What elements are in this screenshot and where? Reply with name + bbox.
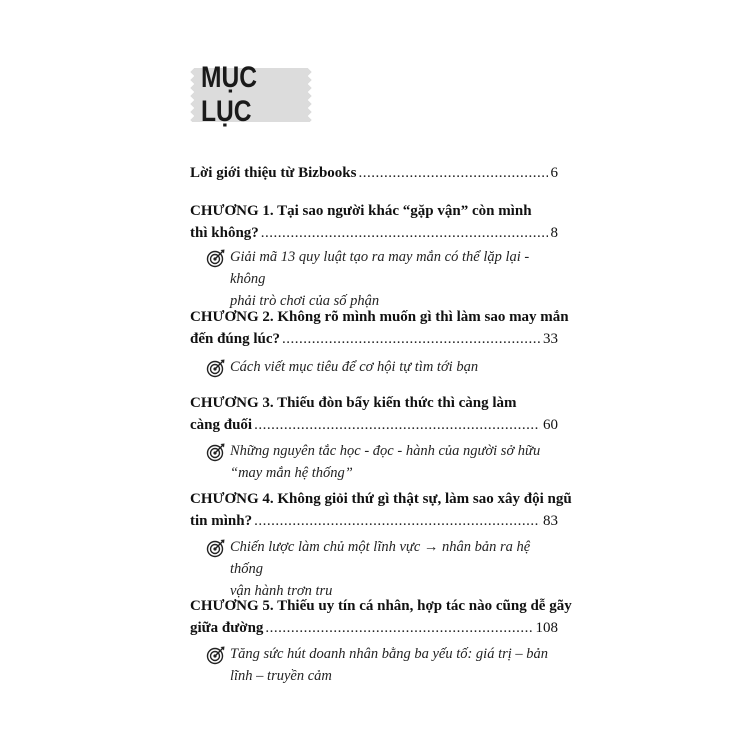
toc-entry-title-cont: tin mình? (190, 513, 253, 529)
target-arrow-icon (206, 538, 226, 558)
target-arrow-icon (206, 248, 226, 268)
page-number: 33 (543, 331, 558, 347)
page-number: 108 (535, 620, 558, 636)
page-title: MỤC LỤC (200, 61, 258, 128)
toc-line (190, 510, 558, 532)
subtitle-line: lĩnh – truyền cảm (230, 668, 332, 684)
toc-line (190, 617, 558, 639)
subtitle-line: Cách viết mục tiêu để cơ hội tự tìm tới bạn (230, 359, 479, 375)
subtitle-line: phải trò chơi của số phận (230, 293, 380, 309)
toc-entry-title: CHƯƠNG 1. Tại sao người khác “gặp vận” còn mình (190, 203, 532, 219)
target-arrow-icon (206, 358, 226, 378)
toc-entry-title: CHƯƠNG 4. Không giỏi thứ gì thật sự, làm sao xây đội ngũ (190, 491, 572, 507)
toc-entry-title: Lời giới thiệu từ Bizbooks (190, 165, 357, 181)
toc-entry-intro[interactable] (190, 162, 558, 184)
target-arrow-icon (206, 645, 226, 665)
toc-entry-title-cont: thì không? (190, 225, 259, 241)
chapter-subtitle (206, 536, 558, 602)
toc-entry-chapter-2[interactable] (190, 306, 569, 378)
toc-line (190, 328, 558, 350)
chapter-subtitle (206, 246, 558, 312)
page-number: 8 (550, 225, 558, 241)
dot-leader (282, 328, 540, 350)
subtitle-line: Giải mã 13 quy luật tạo ra may mắn có thể lặp lại - không (230, 249, 530, 287)
subtitle-line: Tăng sức hút doanh nhân bằng ba yếu tố: giá trị – bản (230, 646, 549, 662)
toc-entry-title-cont: đến đúng lúc? (190, 331, 281, 347)
toc-entry-chapter-1[interactable] (190, 200, 558, 312)
toc-entry-title: CHƯƠNG 5. Thiếu uy tín cá nhân, hợp tác nào cũng dễ gãy (190, 598, 572, 614)
title-banner (190, 61, 312, 128)
toc-entry-title-cont: giữa đường (190, 620, 264, 636)
toc-entry-chapter-3[interactable] (190, 392, 558, 484)
subtitle-line: vận hành trơn tru (230, 583, 333, 599)
toc-entry-chapter-5[interactable] (190, 595, 572, 687)
toc-line (190, 162, 558, 184)
page-number: 83 (543, 513, 558, 529)
toc-entry-title-cont: càng đuối (190, 417, 253, 433)
page-number: 6 (550, 165, 558, 181)
chapter-subtitle (206, 356, 558, 378)
dot-leader (261, 222, 548, 244)
dot-leader (358, 162, 547, 184)
subtitle-line: “may mắn hệ thống” (230, 465, 353, 481)
chapter-subtitle (206, 643, 558, 687)
subtitle-line: Những nguyên tắc học - đọc - hành của người sở hữu (230, 443, 541, 459)
toc-line (190, 222, 558, 244)
chapter-subtitle (206, 440, 558, 484)
dot-leader (254, 414, 540, 436)
toc-line (190, 414, 558, 436)
subtitle-line: Chiến lược làm chủ một lĩnh vực → nhân bản ra hệ thống (230, 539, 531, 577)
dot-leader (265, 617, 532, 639)
toc-entry-chapter-4[interactable] (190, 488, 572, 602)
page-number: 60 (543, 417, 558, 433)
toc-entry-title: CHƯƠNG 2. Không rõ mình muốn gì thì làm sao may mắn (190, 309, 569, 325)
target-arrow-icon (206, 442, 226, 462)
toc-entry-title: CHƯƠNG 3. Thiếu đòn bẩy kiến thức thì càng làm (190, 395, 517, 411)
dot-leader (254, 510, 540, 532)
